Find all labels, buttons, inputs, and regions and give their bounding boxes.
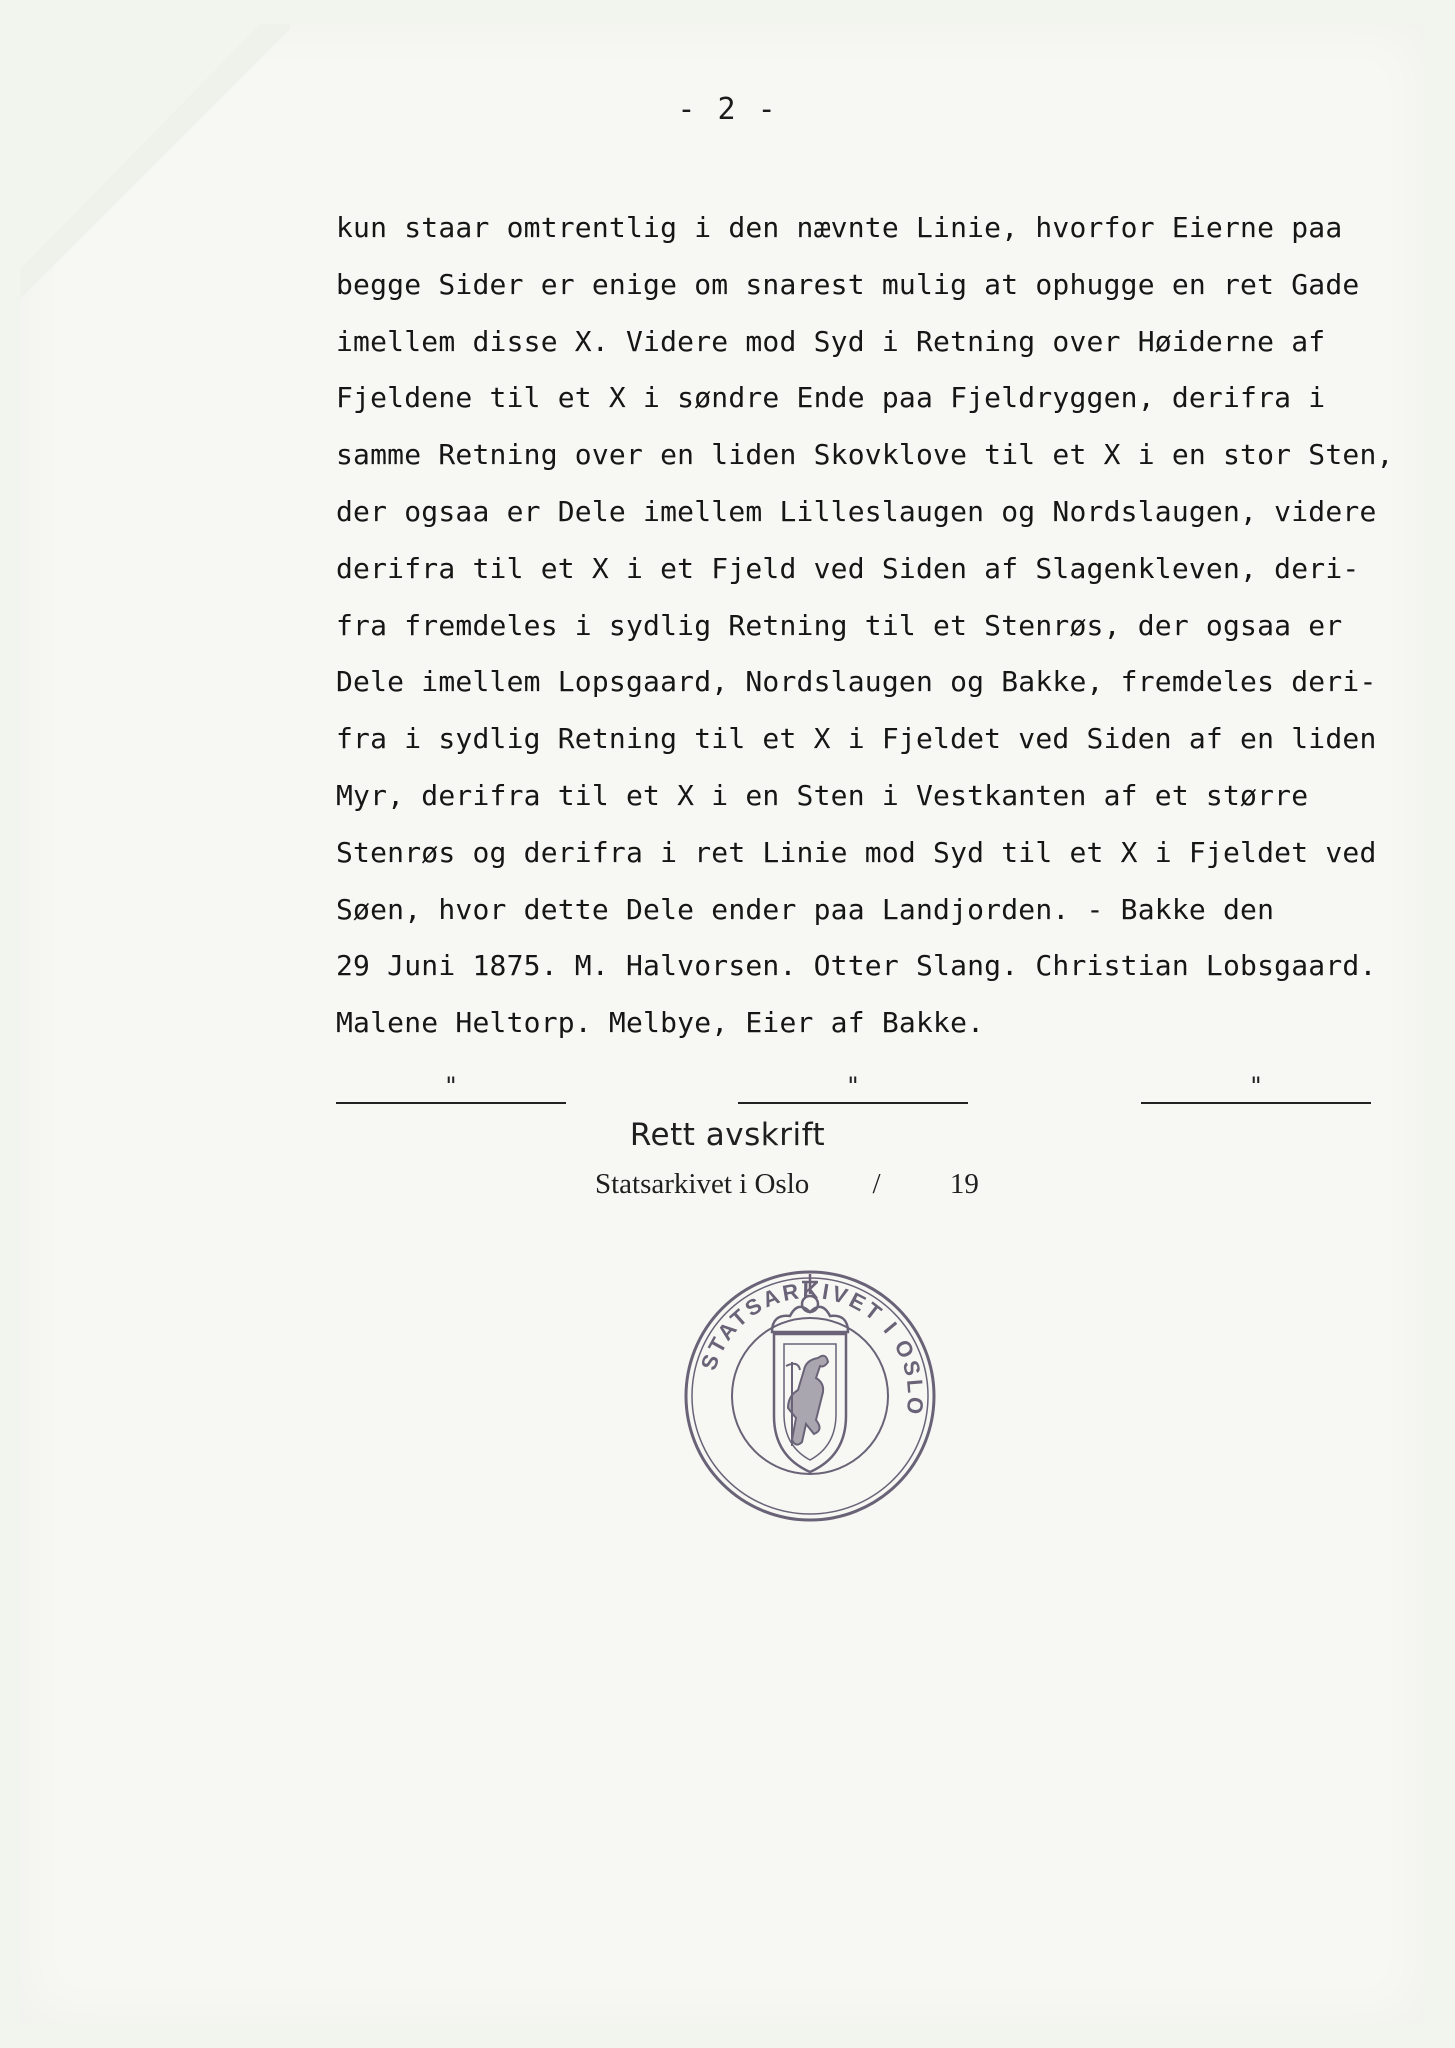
text-line: Myr, derifra til et X i en Sten i Vestkanten af et større [336, 778, 1309, 812]
date-slash: / [872, 1168, 881, 1200]
divider-line [336, 1102, 566, 1104]
text-line: fra fremdeles i sydlig Retning til et Stenrøs, der ogsaa er [336, 608, 1343, 642]
ditto-mark: " [1248, 1072, 1264, 1100]
text-line: Stenrøs og derifra i ret Linie mod Syd til et X i Fjeldet ved [336, 835, 1377, 869]
page-number: - 2 - [677, 92, 778, 127]
archive-seal-icon [680, 1266, 940, 1526]
year-prefix: 19 [949, 1168, 979, 1200]
text-line: Søen, hvor dette Dele ender paa Landjorden. - Bakke den [336, 892, 1275, 926]
divider-line [738, 1102, 968, 1104]
text-line: imellem disse X. Videre mod Syd i Retning over Høiderne af [336, 324, 1326, 358]
archive-stamp-line [595, 1168, 979, 1201]
ditto-mark: " [845, 1072, 861, 1100]
text-line: Dele imellem Lopsgaard, Nordslaugen og Bakke, fremdeles deri- [336, 665, 1377, 699]
ditto-divider-center [738, 1070, 968, 1110]
seal-text: STATSARKIVET I OSLO [695, 1277, 929, 1419]
body-text [336, 200, 1416, 1052]
text-line: begge Sider er enige om snarest mulig at ophugge en ret Gade [336, 267, 1360, 301]
text-line: Fjeldene til et X i søndre Ende paa Fjeldryggen, derifra i [336, 381, 1326, 415]
text-line: Malene Heltorp. Melbye, Eier af Bakke. [336, 1006, 985, 1040]
divider-line [1141, 1102, 1371, 1104]
lion-icon [786, 1356, 828, 1446]
ditto-divider-row [336, 1070, 1371, 1110]
text-line: der ogsaa er Dele imellem Lilleslaugen og Nordslaugen, videre [336, 494, 1377, 528]
ditto-divider-left [336, 1070, 566, 1110]
text-line: fra i sydlig Retning til et X i Fjeldet ved Siden af en liden [336, 722, 1377, 756]
text-line: kun staar omtrentlig i den nævnte Linie, hvorfor Eierne paa [336, 211, 1343, 244]
archive-name: Statsarkivet i Oslo [595, 1168, 810, 1200]
certified-copy-title: Rett avskrift [629, 1117, 826, 1153]
text-line: 29 Juni 1875. M. Halvorsen. Otter Slang. Christian Lobsgaard. [336, 949, 1377, 983]
ditto-divider-right [1141, 1070, 1371, 1110]
text-line: derifra til et X i et Fjeld ved Siden af Slagenkleven, deri- [336, 551, 1360, 585]
text-line: samme Retning over en liden Skovklove til et X i en stor Sten, [336, 438, 1394, 472]
ditto-mark: " [443, 1072, 459, 1100]
